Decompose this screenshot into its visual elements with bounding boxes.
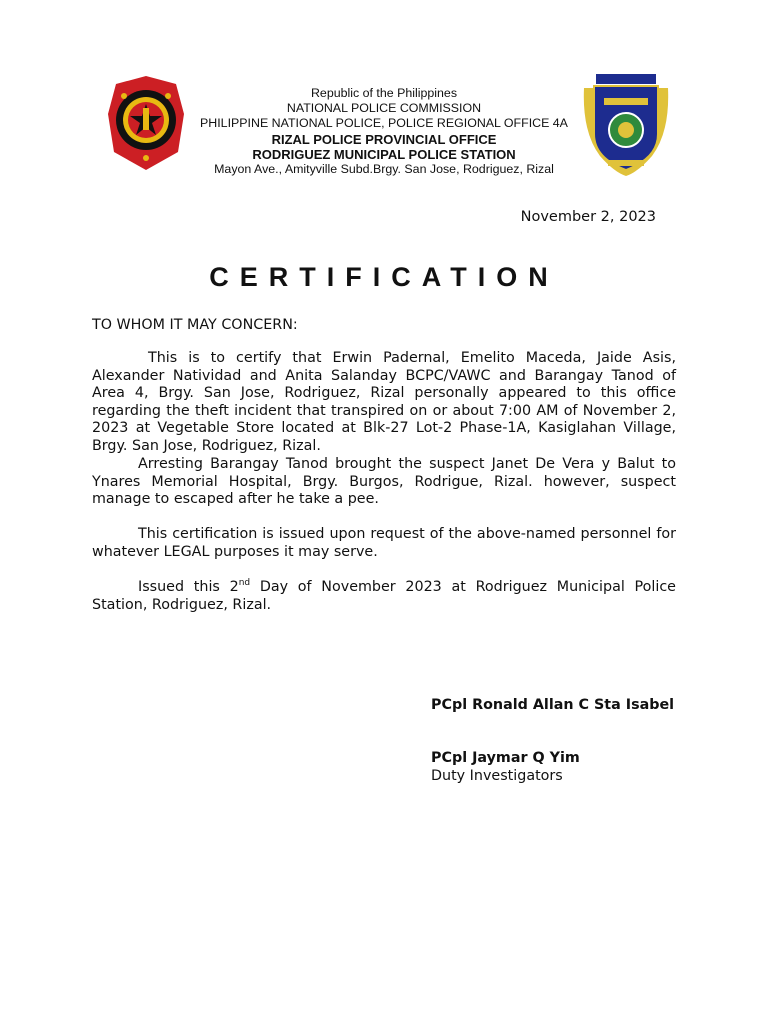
letterhead-station: RODRIGUEZ MUNICIPAL POLICE STATION <box>252 146 516 162</box>
salutation: TO WHOM IT MAY CONCERN: <box>92 317 298 333</box>
paragraph-arrest: Arresting Barangay Tanod brought the suspect Janet De Vera y Balut to Ynares Memorial Hospital, Brgy. Burgos, Rodrigue, Rizal. however, suspect manage to escaped after he take a pee. <box>92 456 676 508</box>
letterhead-text <box>190 86 578 177</box>
signatory-role: Duty Investigators <box>431 768 563 784</box>
paragraph-purpose: This certification is issued upon request of the above-named personnel for whatever LEGAL purposes it may serve. <box>92 526 676 560</box>
issued-text-a: Issued this 2 <box>138 579 239 595</box>
paragraph-issued <box>92 579 676 614</box>
letterhead-address: Mayon Ave., Amityville Subd.Brgy. San Jose, Rodriguez, Rizal <box>214 162 554 177</box>
letterhead-pnp-region: PHILIPPINE NATIONAL POLICE, POLICE REGIONAL OFFICE 4A <box>200 116 568 131</box>
document-title: CERTIFICATION <box>209 262 559 292</box>
pnp-seal-icon <box>106 74 186 172</box>
signatory-name-1: PCpl Ronald Allan C Sta Isabel <box>431 697 675 713</box>
letterhead <box>0 70 768 180</box>
rodriguez-police-badge-icon <box>580 72 672 178</box>
letter-date: November 2, 2023 <box>520 209 656 225</box>
issued-ordinal-suffix: nd <box>238 578 251 589</box>
issued-text-b: Day of November 2023 at Rodriguez Municipal Police Station, Rodriguez, Rizal. <box>92 579 676 613</box>
letterhead-provincial-office: RIZAL POLICE PROVINCIAL OFFICE <box>271 131 497 147</box>
signatory-name-2: PCpl Jaymar Q Yim <box>431 750 580 766</box>
letterhead-napolcom: NATIONAL POLICE COMMISSION <box>286 101 482 116</box>
letterhead-republic: Republic of the Philippines <box>310 86 458 100</box>
paragraph-certification: This is to certify that Erwin Padernal, Emelito Maceda, Jaide Asis, Alexander Natividad and Anita Salanday BCPC/VAWC and Barangay Tanod of Area 4, Brgy. San Jose, Rodriguez, Rizal personally appeared to this office regarding the theft incident that transpired on or about 7:00 AM of November 2, 2023 at Vegetable Store located at Blk-27 Lot-2 Phase-1A, Kasiglahan Village, Brgy. San Jose, Rodriguez, Rizal. <box>92 350 676 454</box>
